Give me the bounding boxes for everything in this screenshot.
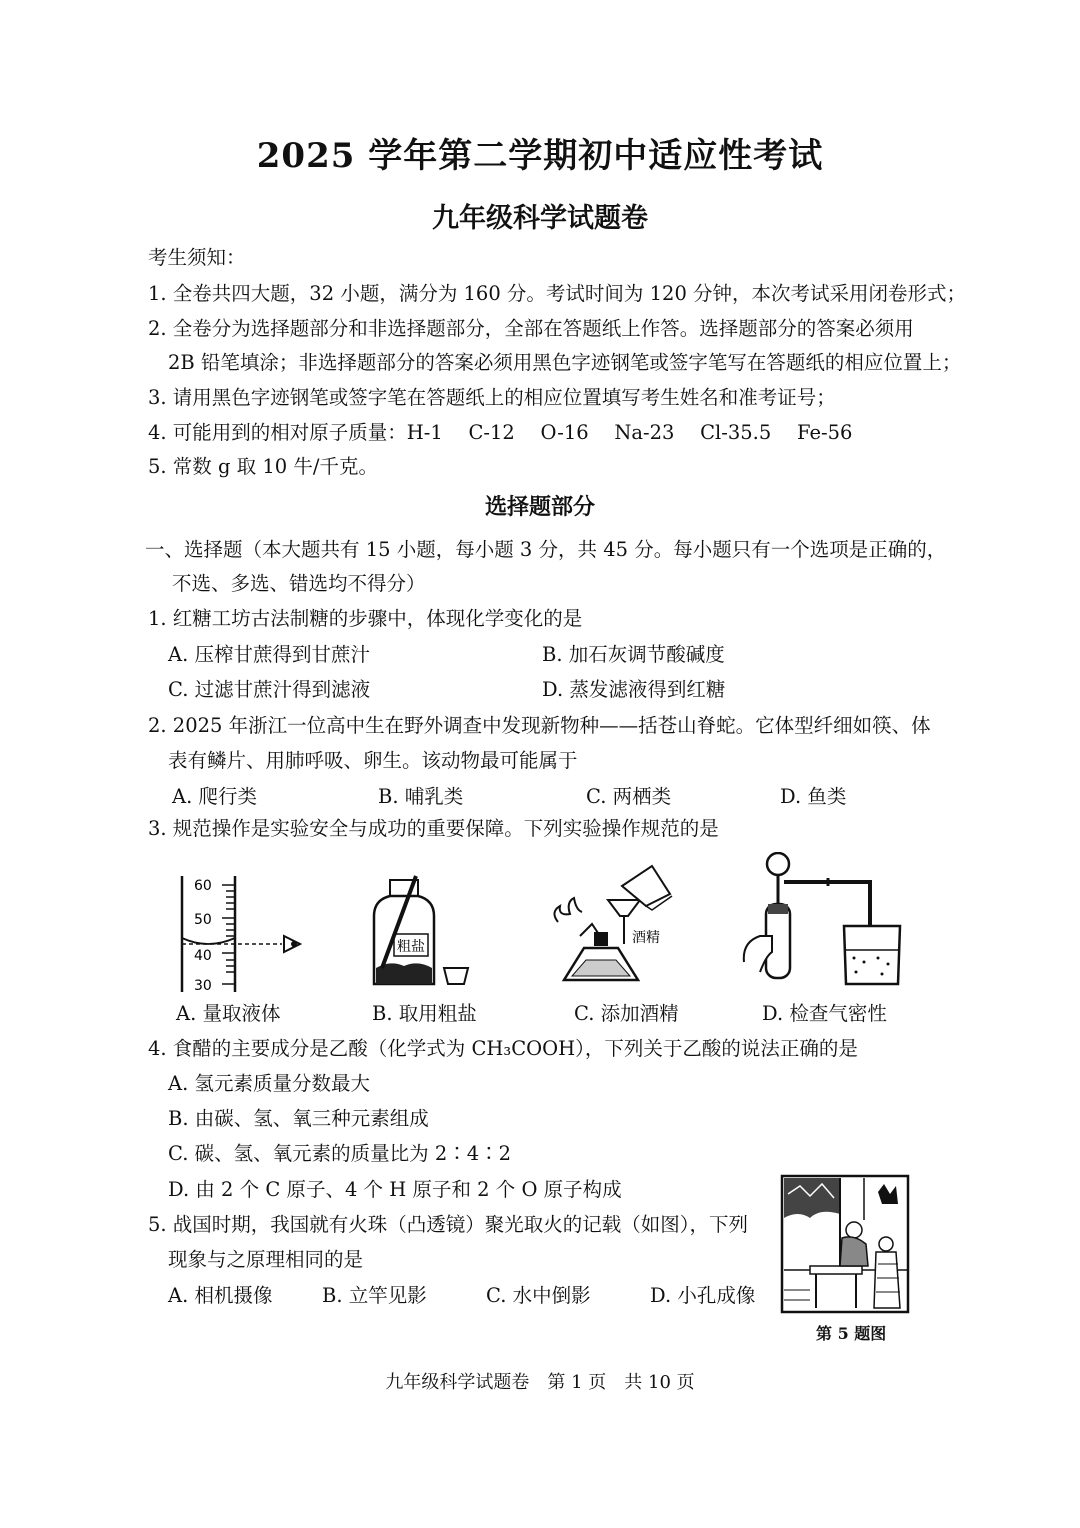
q4-option-b: B. 由碳、氢、氧三种元素组成 <box>168 1107 429 1130</box>
q5-option-d: D. 小孔成像 <box>650 1284 756 1307</box>
q3-option-a: A. 量取液体 <box>176 1002 281 1025</box>
page-footer: 九年级科学试题卷 第 1 页 共 10 页 <box>385 1372 695 1393</box>
q1-option-d: D. 蒸发滤液得到红糖 <box>542 678 726 701</box>
section-intro-cont: 不选、多选、错选均不得分） <box>172 572 426 595</box>
jar-label: 粗盐 <box>397 939 425 955</box>
q1-option-a: A. 压榨甘蔗得到甘蔗汁 <box>168 643 370 666</box>
exam-title: 2025 学年第二学期初中适应性考试 <box>256 136 824 176</box>
section-intro: 一、选择题（本大题共有 15 小题，每小题 3 分，共 45 分。每小题只有一个选项是正确的， <box>145 538 947 561</box>
exam-subtitle: 九年级科学试题卷 <box>432 203 648 234</box>
q5-stem: 5. 战国时期，我国就有火珠（凸透镜）聚光取火的记载（如图），下列 <box>148 1213 749 1236</box>
q3-stem: 3. 规范操作是实验安全与成功的重要保障。下列实验操作规范的是 <box>148 817 719 840</box>
cylinder-tick-40: 40 <box>194 948 212 964</box>
q4-option-d: D. 由 2 个 C 原子、4 个 H 原子和 2 个 O 原子构成 <box>168 1178 622 1201</box>
figure-a-cylinder <box>160 868 320 998</box>
q3-option-c: C. 添加酒精 <box>574 1002 679 1025</box>
q2-option-c: C. 两栖类 <box>586 785 672 808</box>
figure-5-ancient-scene <box>780 1174 910 1314</box>
q2-option-a: A. 爬行类 <box>172 785 257 808</box>
q5-option-b: B. 立竿见影 <box>322 1284 427 1307</box>
q3-option-d: D. 检查气密性 <box>762 1002 887 1025</box>
notice-item-4: 4. 可能用到的相对原子质量：H-1 C-12 O-16 Na-23 Cl-35.5 Fe-56 <box>148 421 853 444</box>
figure-b-salt-jar <box>360 872 490 992</box>
q2-option-b: B. 哺乳类 <box>378 785 464 808</box>
q1-option-b: B. 加石灰调节酸碱度 <box>542 643 725 666</box>
q5-option-a: A. 相机摄像 <box>168 1284 273 1307</box>
q2-option-d: D. 鱼类 <box>780 785 847 808</box>
figure-c-alcohol-lamp <box>540 862 690 992</box>
notice-item-2-cont: 2B 铅笔填涂；非选择题部分的答案必须用黑色字迹钢笔或签字笔写在答题纸的相应位置上； <box>168 351 962 374</box>
q5-option-c: C. 水中倒影 <box>486 1284 591 1307</box>
q4-option-c: C. 碳、氢、氧元素的质量比为 2∶4∶2 <box>168 1142 512 1165</box>
notice-heading: 考生须知： <box>148 246 246 269</box>
notice-item-2: 2. 全卷分为选择题部分和非选择题部分，全部在答题纸上作答。选择题部分的答案必须用 <box>148 317 914 340</box>
figure-5-caption: 第 5 题图 <box>816 1324 887 1343</box>
figure-d-airtightness <box>738 852 918 992</box>
notice-item-1: 1. 全卷共四大题，32 小题，满分为 160 分。考试时间为 120 分钟，本次考试采用闭卷形式； <box>148 282 967 305</box>
section-title: 选择题部分 <box>484 494 595 520</box>
q4-stem: 4. 食醋的主要成分是乙酸（化学式为 CH₃COOH），下列关于乙酸的说法正确的是 <box>148 1037 858 1060</box>
q2-stem-cont: 表有鳞片、用肺呼吸、卵生。该动物最可能属于 <box>168 749 578 772</box>
q1-stem: 1. 红糖工坊古法制糖的步骤中，体现化学变化的是 <box>148 607 583 630</box>
alcohol-label: 酒精 <box>632 930 660 946</box>
q1-option-c: C. 过滤甘蔗汁得到滤液 <box>168 678 371 701</box>
q5-stem-cont: 现象与之原理相同的是 <box>168 1248 364 1271</box>
cylinder-tick-30: 30 <box>194 978 212 994</box>
notice-item-3: 3. 请用黑色字迹钢笔或签字笔在答题纸上的相应位置填写考生姓名和准考证号； <box>148 386 836 409</box>
q3-option-b: B. 取用粗盐 <box>372 1002 477 1025</box>
cylinder-tick-50: 50 <box>194 912 212 928</box>
q2-stem: 2. 2025 年浙江一位高中生在野外调查中发现新物种——括苍山脊蛇。它体型纤细如筷、体 <box>148 714 931 737</box>
cylinder-tick-60: 60 <box>194 878 212 894</box>
q4-option-a: A. 氢元素质量分数最大 <box>168 1072 370 1095</box>
notice-item-5: 5. 常数 g 取 10 牛/千克。 <box>148 455 378 478</box>
